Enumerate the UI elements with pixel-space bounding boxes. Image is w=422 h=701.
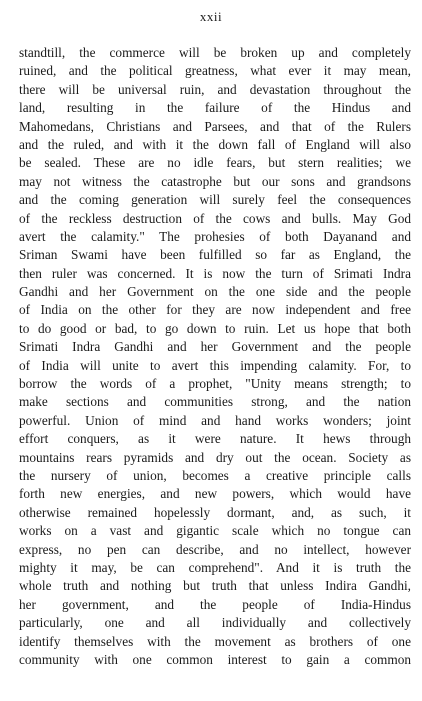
- text-line: Mahomedans, Christians and Parsees, and that of the Rulers: [19, 118, 411, 134]
- text-line: identify themselves with the movement as brothers of one: [19, 633, 411, 649]
- text-line: the nursery of union, becomes a creative principle calls: [19, 467, 411, 483]
- text-line: make sections and communities strong, and the nation: [19, 394, 411, 410]
- text-line: of India on the other for they are now independent and free: [19, 302, 411, 318]
- text-line: Gandhi and her Government on the one side and the people: [19, 284, 411, 300]
- text-line: land, resulting in the failure of the Hindus and: [19, 100, 411, 116]
- page-number: xxii: [199, 9, 223, 24]
- text-line: Sriman Swami have been fulfilled so far as England, the: [19, 247, 411, 263]
- text-line: mountains rears pyramids and dry out the ocean. Society as: [19, 449, 411, 465]
- text-line: to do good or bad, to go down to ruin. Let us hope that both: [19, 320, 411, 336]
- text-line: and the ruled, and with it the down fall of England will also: [19, 136, 411, 152]
- text-line: borrow the words of a prophet, "Unity means strength; to: [19, 376, 411, 392]
- text-line: particularly, one and all individually and collectively: [19, 615, 411, 631]
- text-line: effort conquers, as it were nature. It hews through: [19, 431, 411, 447]
- text-line: whole truth and nothing but truth that unless Indira Gandhi,: [19, 578, 411, 594]
- text-line: ruined, and the political greatness, what ever it may mean,: [19, 63, 411, 79]
- body-text: [19, 44, 411, 669]
- text-line: and the coming generation will surely feel the consequences: [19, 192, 411, 208]
- text-line: be sealed. These are no idle fears, but stern realities; we: [19, 155, 411, 171]
- text-line: her government, and the people of India-Hindus: [19, 596, 411, 612]
- text-line: works on a vast and gigantic scale which no tongue can: [19, 523, 411, 539]
- text-line: avert the calamity." The prohesies of both Dayanand and: [19, 228, 411, 244]
- text-line: of India will unite to avert this impending calamity. For, to: [19, 357, 411, 373]
- text-line: of the reckless destruction of the cows and bulls. May God: [19, 210, 411, 226]
- text-line: otherwise remained hopelessly dormant, and, as such, it: [19, 504, 411, 520]
- text-line: forth new energies, and new powers, which would have: [19, 486, 411, 502]
- text-line: then ruler was concerned. It is now the turn of Srimati Indra: [19, 265, 411, 281]
- text-line: powerful. Union of mind and hand works wonders; joint: [19, 412, 411, 428]
- text-line: express, no pen can describe, and no intellect, however: [19, 541, 411, 557]
- text-line: there will be universal ruin, and devastation throughout the: [19, 81, 411, 97]
- text-line: Srimati Indra Gandhi and her Government and the people: [19, 339, 411, 355]
- text-line: standtill, the commerce will be broken up and completely: [19, 45, 411, 60]
- text-line: community with one common interest to gain a common: [19, 651, 411, 667]
- text-line: may not witness the catastrophe but our sons and grandsons: [19, 173, 411, 189]
- text-line: mighty it may, be can comprehend". And it is truth the: [19, 559, 411, 575]
